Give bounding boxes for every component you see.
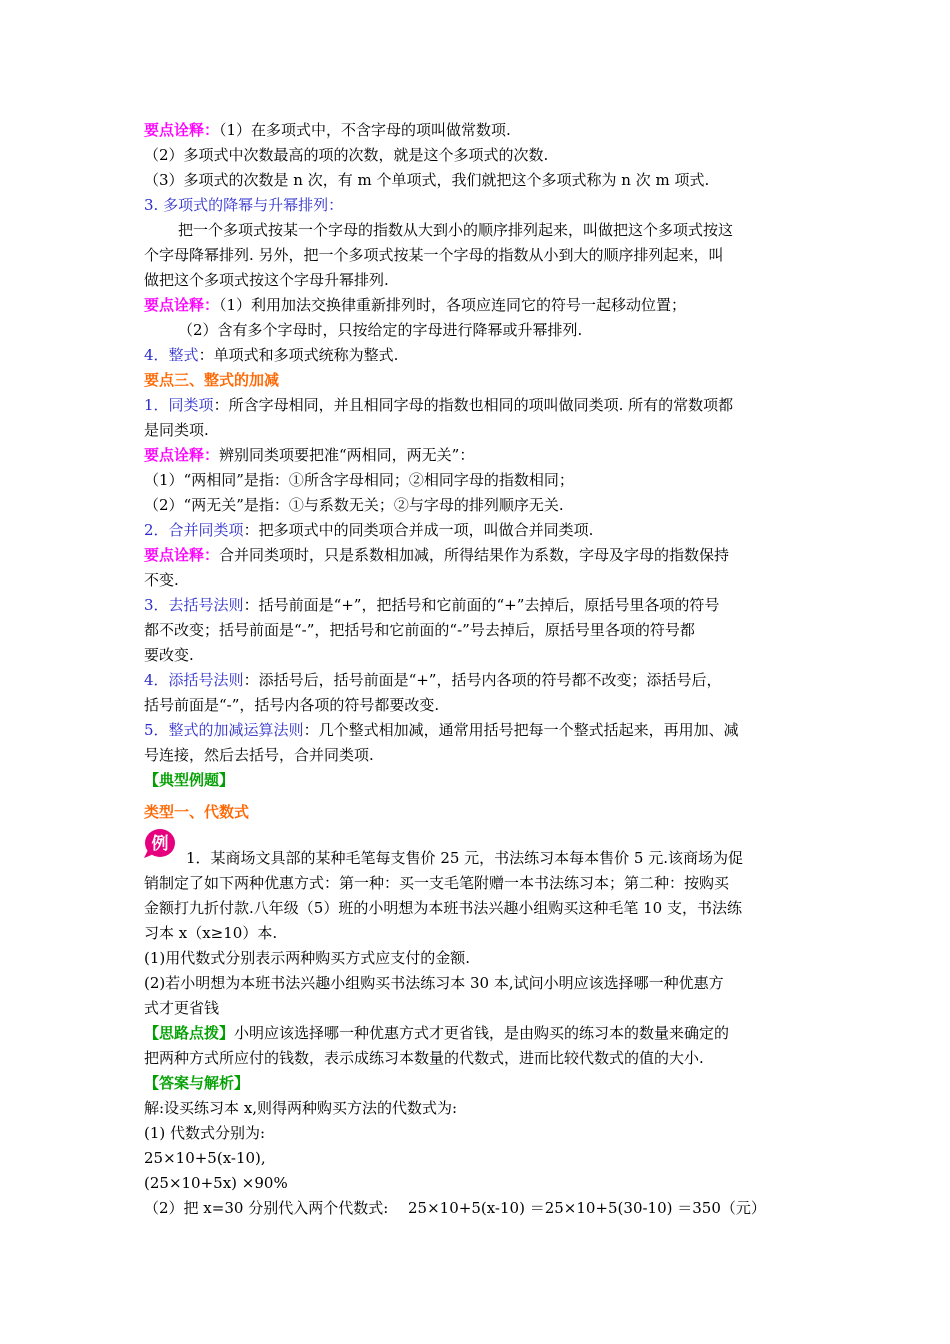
solution-line: （2）把 x=30 分别代入两个代数式: 25×10+5(x-10) ＝25×10+5(30-10) ＝350（元） (144, 1199, 766, 1217)
text-line: （3）多项式的次数是 n 次，有 m 个单项式，我们就把这个多项式称为 n 次 m 项式. (144, 171, 710, 189)
subsection-heading: 1．同类项：所含字母相同，并且相同字母的指数也相同的项叫做同类项. 所有的常数项都 (144, 396, 734, 414)
text-line: （2）含有多个字母时，只按给定的字母进行降幂或升幂排列. (178, 321, 583, 339)
example-question-line: (2)若小明想为本班书法兴趣小组购买书法练习本 30 本,试问小明应该选择哪一种优惠方 (144, 974, 724, 992)
text-line: （1）“两相同”是指：①所含字母相同；②相同字母的指数相同； (144, 471, 574, 489)
subsection-heading: 4．添括号法则：添括号后，括号前面是“+”，括号内各项的符号都不改变；添括号后， (144, 671, 722, 689)
key-note-label: 要点诠释： (144, 446, 220, 464)
text-line: 是同类项. (144, 421, 209, 439)
key-note-line-3: 要点诠释：辨别同类项要把准“两相同，两无关”： (144, 446, 475, 464)
example-question-line: 销制定了如下两种优惠方式：第一种：买一支毛笔附赠一本书法练习本；第二种：按购买 (144, 874, 730, 892)
subsection-heading: 2．合并同类项：把多项式中的同类项合并成一项，叫做合并同类项. (144, 521, 594, 539)
key-note-label: 要点诠释： (144, 296, 220, 314)
paragraph-line: 做把这个多项式按这个字母升幂排列. (144, 271, 389, 289)
subsection-heading: 3. 多项式的降幂与升幂排列： (144, 196, 344, 214)
text-line: 都不改变；括号前面是“-”，把括号和它前面的“-”号去掉后，原括号里各项的符号都 (144, 621, 695, 639)
text-line: （2）“两无关”是指：①与系数无关；②与字母的排列顺序无关. (144, 496, 564, 514)
text-line: （2）多项式中次数最高的项的次数，就是这个多项式的次数. (144, 146, 549, 164)
example-question-line: 习本 x（x≥10）本. (144, 924, 278, 942)
text-line: 不变. (144, 571, 179, 589)
subsection-heading: 5．整式的加减运算法则：几个整式相加减，通常用括号把每一个整式括起来，再用加、减 (144, 721, 739, 739)
hint-line: 把两种方式所应付的钱数，表示成练习本数量的代数式，进而比较代数式的值的大小. (144, 1049, 704, 1067)
key-note-line-1: 要点诠释：（1）在多项式中，不含字母的项叫做常数项. (144, 121, 511, 139)
section-heading: 要点三、整式的加减 (144, 371, 280, 389)
solution-line: 25×10+5(x-10), (144, 1149, 266, 1167)
key-note-label: 要点诠释： (144, 546, 220, 564)
key-note-line-4: 要点诠释：合并同类项时，只是系数相加减，所得结果作为系数，字母及字母的指数保持 (144, 546, 730, 564)
example-badge-icon (144, 828, 178, 858)
key-note-label: 要点诠释： (144, 121, 220, 139)
text-line: 要改变. (144, 646, 194, 664)
solution-line: 解:设买练习本 x,则得两种购买方法的代数式为: (144, 1099, 458, 1117)
example-question-line: 金额打九折付款.八年级（5）班的小明想为本班书法兴趣小组购买这种毛笔 10 支，书法练 (144, 899, 742, 917)
paragraph-line: 把一个多项式按某一个字母的指数从大到小的顺序排列起来，叫做把这个多项式按这 (178, 221, 734, 239)
solution-line: (25×10+5x) ×90% (144, 1174, 288, 1192)
solution-line: (1) 代数式分别为: (144, 1124, 266, 1142)
text-line: 括号前面是“-”，括号内各项的符号都要改变. (144, 696, 440, 714)
example-question-line: 式才更省钱 (144, 999, 220, 1017)
key-note-line-2: 要点诠释：（1）利用加法交换律重新排列时，各项应连同它的符号一起移动位置； (144, 296, 687, 314)
subsection-heading: 4．整式：单项式和多项式统称为整式. (144, 346, 399, 364)
hint-label: 【思路点拨】 (144, 1024, 235, 1042)
hint-line: 【思路点拨】小明应该选择哪一种优惠方式才更省钱，是由购买的练习本的数量来确定的 (144, 1024, 730, 1042)
typical-examples-heading: 【典型例题】 (144, 771, 235, 789)
example-question-line: (1)用代数式分别表示两种购买方式应支付的金额. (144, 949, 471, 967)
answer-heading: 【答案与解析】 (144, 1074, 250, 1092)
type-heading: 类型一、代数式 (144, 803, 250, 821)
example-question-line: 1．某商场文具部的某种毛笔每支售价 25 元，书法练习本每本售价 5 元.该商场为促 (186, 849, 744, 867)
svg-text:例: 例 (151, 834, 169, 854)
paragraph-line: 个字母降幂排列. 另外，把一个多项式按某一个字母的指数从小到大的顺序排列起来，叫 (144, 246, 724, 264)
text-line: 号连接，然后去括号，合并同类项. (144, 746, 374, 764)
subsection-heading: 3．去括号法则：括号前面是“+”，把括号和它前面的“+”去掉后，原括号里各项的符号 (144, 596, 720, 614)
